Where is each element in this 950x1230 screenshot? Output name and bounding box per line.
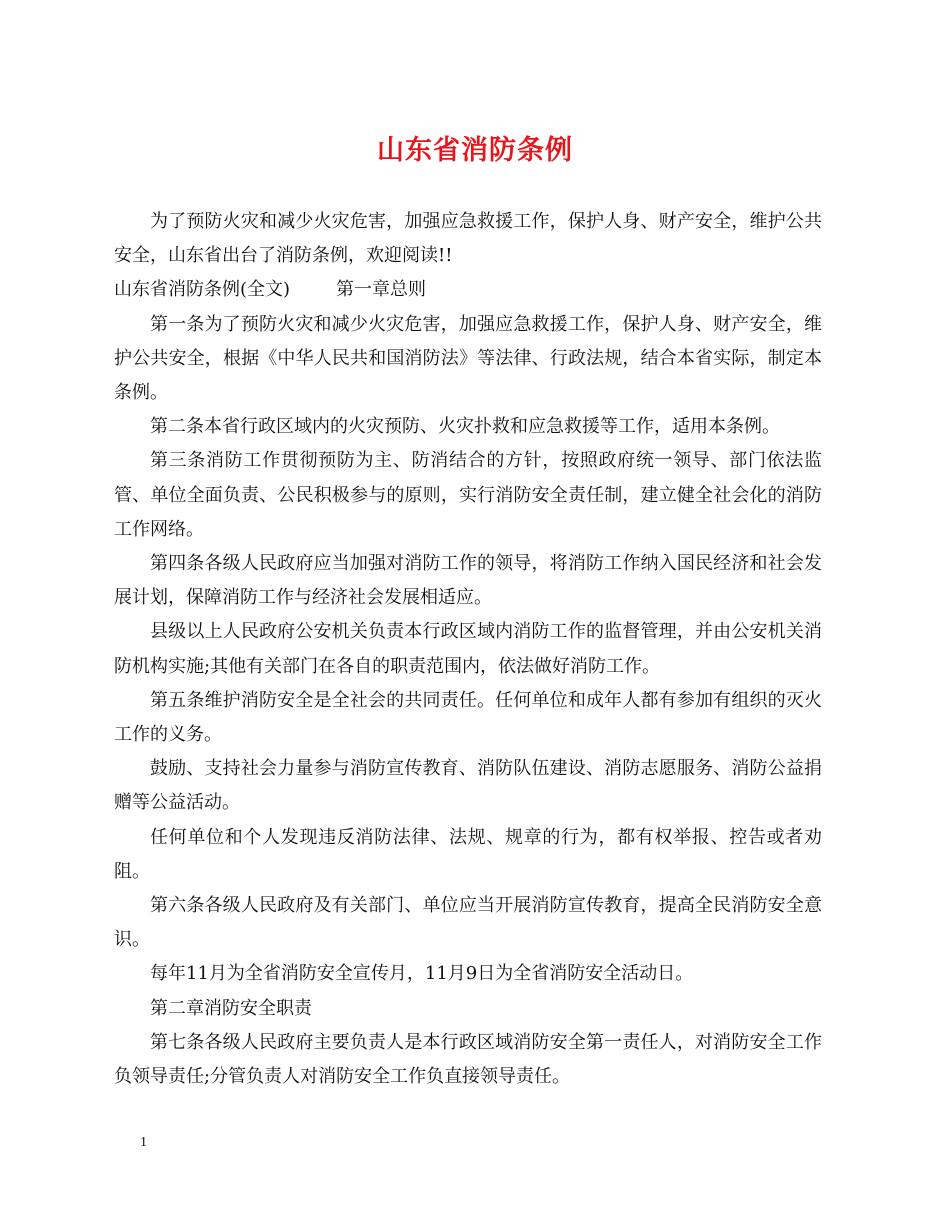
page-number: 1: [140, 1135, 147, 1150]
document-title: 山东省消防条例: [377, 135, 573, 166]
article-5-support-paragraph: 鼓励、支持社会力量参与消防宣传教育、消防队伍建设、消防志愿服务、消防公益捐赠等公益活动。: [114, 758, 822, 814]
article-3-paragraph: 第三条消防工作贯彻预防为主、防消结合的方针，按照政府统一领导、部门依法监管、单位全面负责、公民积极参与的原则，实行消防安全责任制，建立健全社会化的消防工作网络。: [114, 450, 822, 540]
section-heading-line: [114, 273, 822, 307]
article-1-paragraph: 第一条为了预防火灾和减少火灾危害，加强应急救援工作，保护人身、财产安全，维护公共安全，根据《中华人民共和国消防法》等法律、行政法规，结合本省实际，制定本条例。: [114, 313, 822, 404]
article-4-paragraph: 第四条各级人民政府应当加强对消防工作的领导，将消防工作纳入国民经济和社会发展计划，保障消防工作与经济社会发展相适应。: [114, 553, 822, 609]
chapter-two-heading: 第二章消防安全职责: [150, 997, 312, 1019]
article-5-paragraph: 第五条维护消防安全是全社会的共同责任。任何单位和成年人都有参加有组织的灭火工作的义务。: [114, 689, 822, 746]
article-6-paragraph: 第六条各级人民政府及有关部门、单位应当开展消防宣传教育，提高全民消防安全意识。: [114, 895, 822, 951]
document-body: [114, 205, 822, 1094]
article-5-report-paragraph: 任何单位和个人发现违反消防法律、法规、规章的行为，都有权举报、控告或者劝阻。: [114, 826, 822, 882]
article-4-continuation-paragraph: 县级以上人民政府公安机关负责本行政区域内消防工作的监督管理，并由公安机关消防机构实施;其他有关部门在各自的职责范围内，依法做好消防工作。: [114, 621, 822, 677]
intro-paragraph: 为了预防火灾和减少火灾危害，加强应急救援工作，保护人身、财产安全，维护公共安全，山东省出台了消防条例，欢迎阅读!!: [114, 211, 822, 267]
safety-month-paragraph: 每年11月为全省消防安全宣传月，11月9日为全省消防安全活动日。: [150, 963, 694, 985]
chapter-one-heading: 第一章总则: [336, 279, 427, 301]
article-7-paragraph: 第七条各级人民政府主要负责人是本行政区域消防安全第一责任人，对消防安全工作负领导责任;分管负责人对消防安全工作负直接领导责任。: [114, 1031, 822, 1088]
full-text-heading: 山东省消防条例(全文): [114, 279, 291, 301]
article-2-paragraph: 第二条本省行政区域内的火灾预防、火灾扑救和应急救援等工作，适用本条例。: [150, 416, 780, 438]
